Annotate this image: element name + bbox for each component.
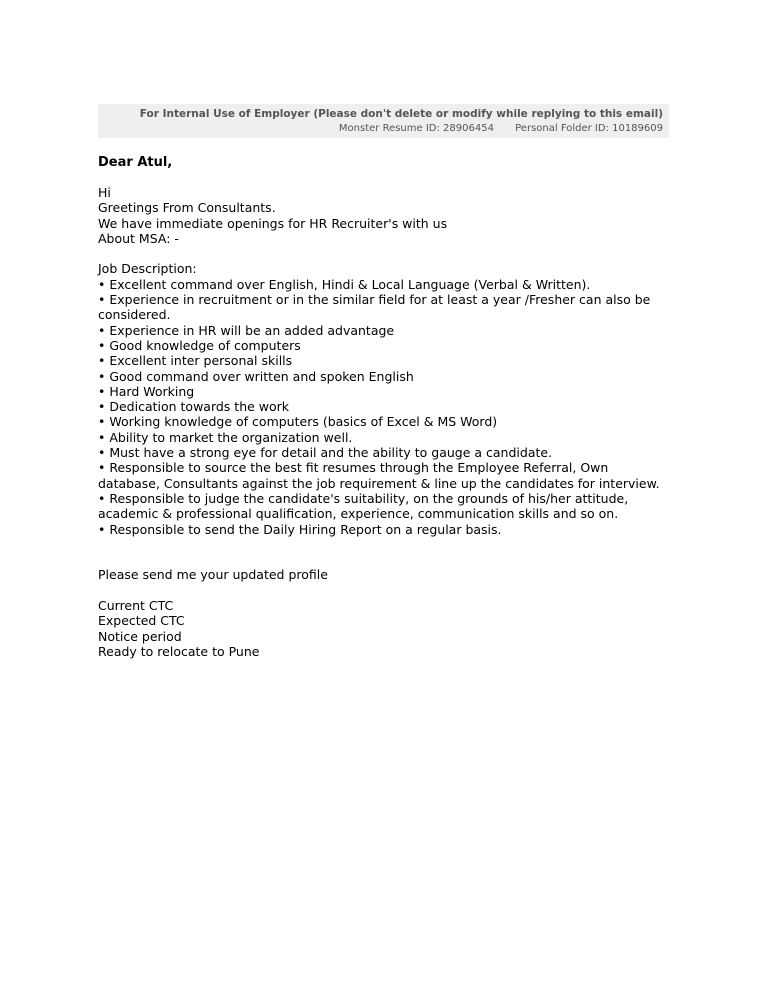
- detail-line: Expected CTC: [98, 613, 185, 629]
- spacer: [98, 537, 668, 568]
- intro-line: Greetings From Consultants.: [98, 200, 276, 216]
- bullet-item: • Excellent command over English, Hindi & Local Language (Verbal & Written).: [98, 276, 591, 292]
- detail-line: Current CTC: [98, 598, 174, 614]
- bullet-item: • Good command over written and spoken English: [98, 368, 414, 384]
- internal-use-notice: For Internal Use of Employer (Please don't delete or modify while replying to this email): [139, 108, 663, 120]
- bullet-item: • Experience in HR will be an added advantage: [98, 322, 395, 338]
- bullet-item: • Must have a strong eye for detail and the ability to gauge a candidate.: [98, 445, 553, 461]
- email-body: [98, 185, 668, 659]
- detail-line: Ready to relocate to Pune: [98, 643, 260, 659]
- spacer: [98, 583, 668, 598]
- job-description-label: Job Description:: [98, 261, 197, 277]
- monster-resume-id: Monster Resume ID: 28906454: [338, 123, 494, 134]
- header-ids: [98, 122, 663, 136]
- bullet-item: • Responsible to send the Daily Hiring Report on a regular basis.: [98, 521, 502, 537]
- bullet-item: • Working knowledge of computers (basics of Excel & MS Word): [98, 414, 498, 430]
- bullet-item: • Responsible to source the best fit resumes through the Employee Referral, Own database, Consultants against the job requirement & line up the candidates for interview.: [98, 460, 660, 491]
- employer-info-header: [98, 104, 669, 138]
- bullet-item: • Hard Working: [98, 383, 195, 399]
- bullet-item: • Dedication towards the work: [98, 399, 290, 415]
- bullet-item: • Ability to market the organization well.: [98, 429, 353, 445]
- spacer: [98, 246, 668, 261]
- salutation: Dear Atul,: [98, 155, 173, 170]
- bullet-item: • Excellent inter personal skills: [98, 353, 293, 369]
- profile-request: Please send me your updated profile: [98, 567, 328, 583]
- intro-line: Hi: [98, 185, 111, 200]
- bullet-item: • Responsible to judge the candidate's suitability, on the grounds of his/her attitude, academic & professional qualification, experience, communication skills and so on.: [98, 490, 629, 522]
- personal-folder-id: Personal Folder ID: 10189609: [515, 123, 663, 134]
- bullet-item: • Experience in recruitment or in the similar field for at least a year /Fresher can also be considered.: [98, 292, 651, 323]
- intro-line: About MSA: -: [98, 230, 179, 246]
- bullet-item: • Good knowledge of computers: [98, 337, 301, 353]
- detail-line: Notice period: [98, 628, 182, 644]
- intro-line: We have immediate openings for HR Recruiter's with us: [98, 215, 448, 231]
